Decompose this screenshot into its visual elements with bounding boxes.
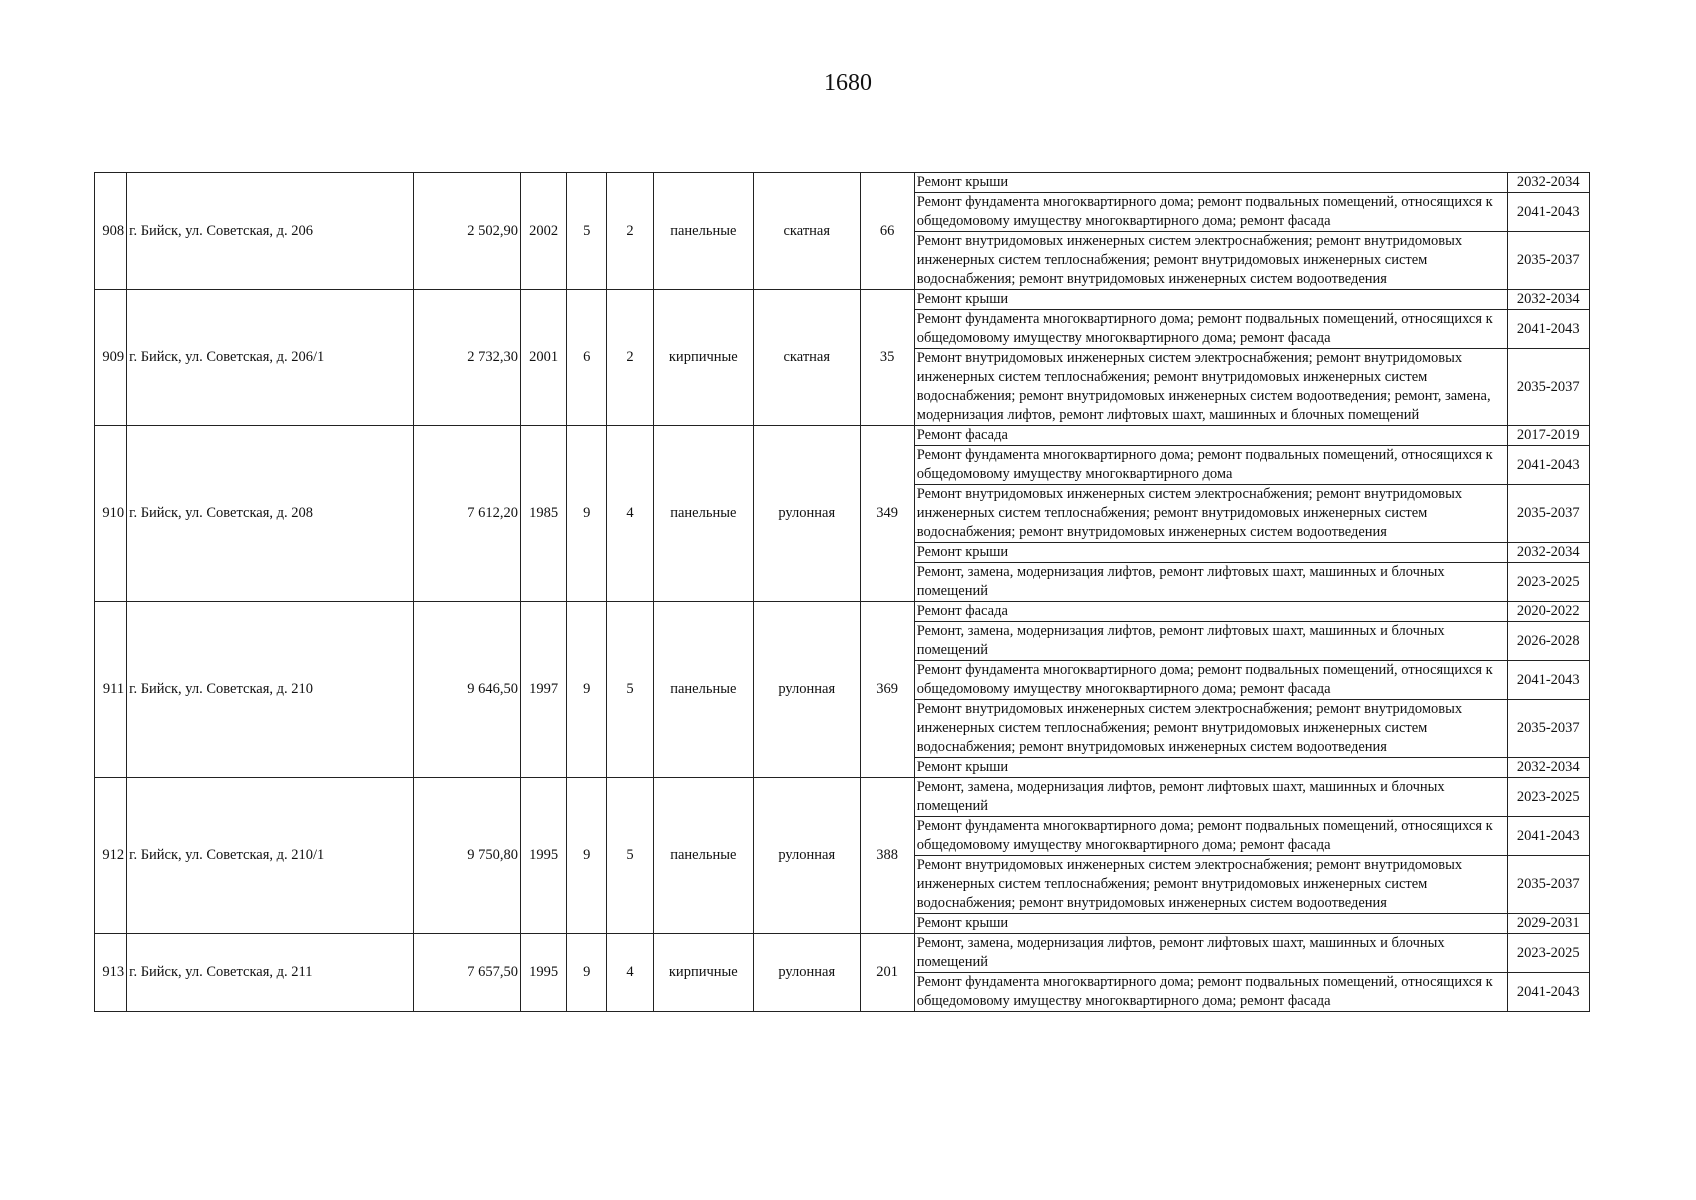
work-description: Ремонт крыши: [914, 173, 1507, 193]
table-row: [95, 173, 1590, 193]
work-description: Ремонт крыши: [914, 543, 1507, 563]
house-address: г. Бийск, ул. Советская, д. 211: [127, 934, 414, 1012]
work-description: Ремонт внутридомовых инженерных систем электроснабжения; ремонт внутридомовых инженерных систем теплоснабжения; ремонт внутридомовых инженерных систем водоснабжения; ремонт внутридомовых инженерных систем водоотведения: [914, 700, 1507, 758]
house-number: 910: [95, 426, 127, 602]
house-year: 2002: [520, 173, 566, 290]
work-description: Ремонт крыши: [914, 290, 1507, 310]
house-entrances: 5: [607, 602, 653, 778]
work-description: Ремонт внутридомовых инженерных систем электроснабжения; ремонт внутридомовых инженерных систем теплоснабжения; ремонт внутридомовых инженерных систем водоснабжения; ремонт внутридомовых инженерных систем водоотведения; ремонт, замена, модернизация лифтов, ремонт лифтовых шахт, машинных и блочных помещений: [914, 349, 1507, 426]
work-period: 2035-2037: [1507, 856, 1589, 914]
table-row: [95, 934, 1590, 973]
house-entrances: 4: [607, 426, 653, 602]
work-period: 2017-2019: [1507, 426, 1589, 446]
work-period: 2035-2037: [1507, 700, 1589, 758]
work-period: 2035-2037: [1507, 232, 1589, 290]
house-address: г. Бийск, ул. Советская, д. 206/1: [127, 290, 414, 426]
house-entrances: 4: [607, 934, 653, 1012]
house-address: г. Бийск, ул. Советская, д. 208: [127, 426, 414, 602]
house-residents: 35: [860, 290, 914, 426]
house-number: 913: [95, 934, 127, 1012]
work-description: Ремонт, замена, модернизация лифтов, ремонт лифтовых шахт, машинных и блочных помещений: [914, 563, 1507, 602]
house-year: 1997: [520, 602, 566, 778]
house-floors: 9: [567, 934, 607, 1012]
house-wall-material: панельные: [653, 778, 753, 934]
house-floors: 5: [567, 173, 607, 290]
work-description: Ремонт внутридомовых инженерных систем электроснабжения; ремонт внутридомовых инженерных систем теплоснабжения; ремонт внутридомовых инженерных систем водоснабжения; ремонт внутридомовых инженерных систем водоотведения: [914, 232, 1507, 290]
house-number: 912: [95, 778, 127, 934]
house-address: г. Бийск, ул. Советская, д. 206: [127, 173, 414, 290]
house-entrances: 5: [607, 778, 653, 934]
house-roof-type: рулонная: [754, 778, 860, 934]
table-row: [95, 426, 1590, 446]
housing-repair-table: [94, 172, 1590, 1012]
table-row: [95, 290, 1590, 310]
work-description: Ремонт крыши: [914, 758, 1507, 778]
house-wall-material: панельные: [653, 426, 753, 602]
house-number: 908: [95, 173, 127, 290]
work-period: 2041-2043: [1507, 446, 1589, 485]
house-area: 2 502,90: [414, 173, 520, 290]
table-row: [95, 602, 1590, 622]
house-floors: 9: [567, 602, 607, 778]
house-roof-type: рулонная: [754, 426, 860, 602]
house-number: 909: [95, 290, 127, 426]
house-roof-type: скатная: [754, 173, 860, 290]
house-residents: 201: [860, 934, 914, 1012]
work-period: 2041-2043: [1507, 661, 1589, 700]
work-description: Ремонт фундамента многоквартирного дома; ремонт подвальных помещений, относящихся к общедомовому имуществу многоквартирного дома: [914, 446, 1507, 485]
work-period: 2032-2034: [1507, 543, 1589, 563]
work-description: Ремонт фундамента многоквартирного дома; ремонт подвальных помещений, относящихся к общедомовому имуществу многоквартирного дома; ремонт фасада: [914, 817, 1507, 856]
house-roof-type: рулонная: [754, 602, 860, 778]
house-roof-type: рулонная: [754, 934, 860, 1012]
house-address: г. Бийск, ул. Советская, д. 210/1: [127, 778, 414, 934]
work-period: 2041-2043: [1507, 310, 1589, 349]
work-description: Ремонт, замена, модернизация лифтов, ремонт лифтовых шахт, машинных и блочных помещений: [914, 934, 1507, 973]
house-area: 7 657,50: [414, 934, 520, 1012]
work-period: 2035-2037: [1507, 485, 1589, 543]
house-entrances: 2: [607, 290, 653, 426]
work-period: 2023-2025: [1507, 563, 1589, 602]
house-wall-material: панельные: [653, 173, 753, 290]
house-address: г. Бийск, ул. Советская, д. 210: [127, 602, 414, 778]
work-period: 2026-2028: [1507, 622, 1589, 661]
house-year: 2001: [520, 290, 566, 426]
house-area: 9 750,80: [414, 778, 520, 934]
work-period: 2029-2031: [1507, 914, 1589, 934]
house-area: 2 732,30: [414, 290, 520, 426]
house-number: 911: [95, 602, 127, 778]
house-residents: 369: [860, 602, 914, 778]
work-description: Ремонт фундамента многоквартирного дома; ремонт подвальных помещений, относящихся к общедомовому имуществу многоквартирного дома; ремонт фасада: [914, 661, 1507, 700]
house-floors: 6: [567, 290, 607, 426]
work-period: 2023-2025: [1507, 934, 1589, 973]
house-residents: 349: [860, 426, 914, 602]
house-year: 1995: [520, 778, 566, 934]
work-period: 2032-2034: [1507, 758, 1589, 778]
table-row: [95, 778, 1590, 817]
house-floors: 9: [567, 426, 607, 602]
work-period: 2035-2037: [1507, 349, 1589, 426]
work-period: 2041-2043: [1507, 973, 1589, 1012]
work-period: 2020-2022: [1507, 602, 1589, 622]
work-period: 2032-2034: [1507, 290, 1589, 310]
house-residents: 66: [860, 173, 914, 290]
work-period: 2041-2043: [1507, 193, 1589, 232]
work-period: 2032-2034: [1507, 173, 1589, 193]
page-number: 1680: [824, 70, 872, 96]
work-description: Ремонт внутридомовых инженерных систем электроснабжения; ремонт внутридомовых инженерных систем теплоснабжения; ремонт внутридомовых инженерных систем водоснабжения; ремонт внутридомовых инженерных систем водоотведения: [914, 856, 1507, 914]
house-area: 9 646,50: [414, 602, 520, 778]
work-description: Ремонт крыши: [914, 914, 1507, 934]
house-floors: 9: [567, 778, 607, 934]
work-description: Ремонт фундамента многоквартирного дома; ремонт подвальных помещений, относящихся к общедомовому имуществу многоквартирного дома; ремонт фасада: [914, 310, 1507, 349]
work-description: Ремонт фундамента многоквартирного дома; ремонт подвальных помещений, относящихся к общедомовому имуществу многоквартирного дома; ремонт фасада: [914, 193, 1507, 232]
house-wall-material: кирпичные: [653, 290, 753, 426]
house-wall-material: кирпичные: [653, 934, 753, 1012]
house-roof-type: скатная: [754, 290, 860, 426]
work-description: Ремонт фасада: [914, 426, 1507, 446]
work-period: 2041-2043: [1507, 817, 1589, 856]
work-description: Ремонт внутридомовых инженерных систем электроснабжения; ремонт внутридомовых инженерных систем теплоснабжения; ремонт внутридомовых инженерных систем водоснабжения; ремонт внутридомовых инженерных систем водоотведения: [914, 485, 1507, 543]
house-wall-material: панельные: [653, 602, 753, 778]
work-description: Ремонт, замена, модернизация лифтов, ремонт лифтовых шахт, машинных и блочных помещений: [914, 622, 1507, 661]
work-description: Ремонт фасада: [914, 602, 1507, 622]
house-area: 7 612,20: [414, 426, 520, 602]
work-period: 2023-2025: [1507, 778, 1589, 817]
house-residents: 388: [860, 778, 914, 934]
work-description: Ремонт, замена, модернизация лифтов, ремонт лифтовых шахт, машинных и блочных помещений: [914, 778, 1507, 817]
work-description: Ремонт фундамента многоквартирного дома; ремонт подвальных помещений, относящихся к общедомовому имуществу многоквартирного дома; ремонт фасада: [914, 973, 1507, 1012]
house-entrances: 2: [607, 173, 653, 290]
house-year: 1995: [520, 934, 566, 1012]
house-year: 1985: [520, 426, 566, 602]
